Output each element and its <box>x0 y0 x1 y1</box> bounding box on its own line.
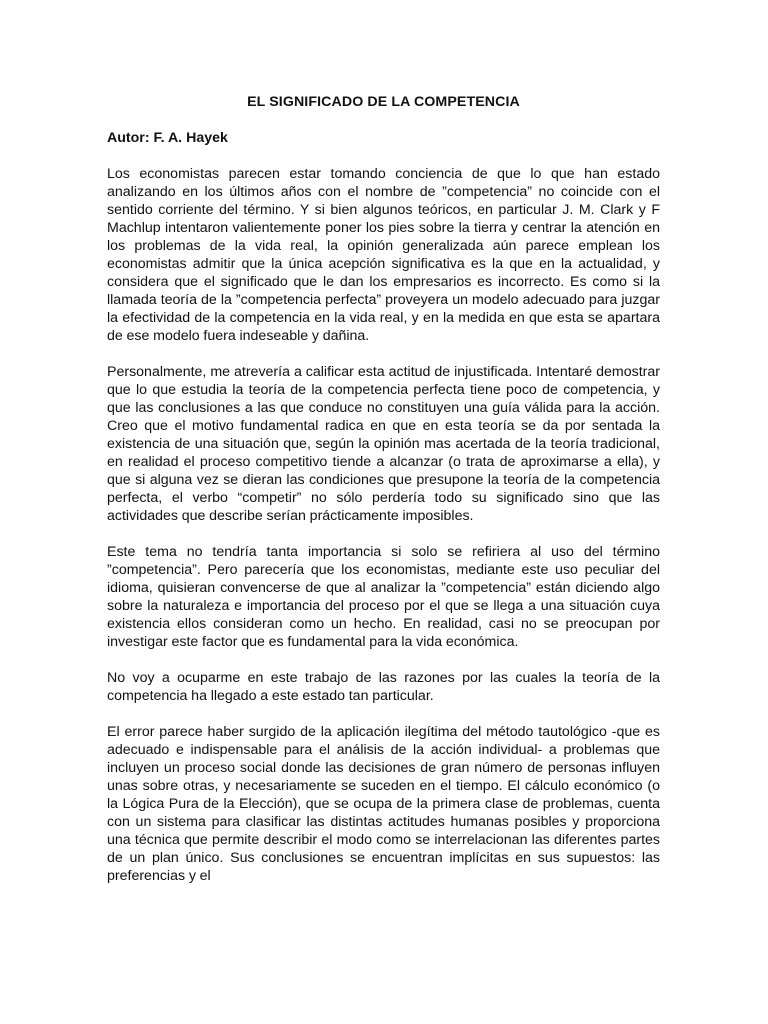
paragraph-4: No voy a ocuparme en este trabajo de las razones por las cuales la teoría de la competencia ha llegado a este estado tan particular. <box>107 670 660 704</box>
document-author: Autor: F. A. Hayek <box>107 130 228 146</box>
document-page <box>107 93 660 903</box>
paragraph-3: Este tema no tendría tanta importancia si solo se refiriera al uso del término ”competencia”. Pero parecería que los economistas, mediante este uso peculiar del idioma, quisieran convencerse de que al analizar la ”competencia” están diciendo algo sobre la naturaleza e importancia del proceso por el que se llega a una situación cuya existencia ellos consideran como un hecho. En realidad, casi no se preocupan por investigar este factor que es fundamental para la vida económica. <box>107 544 660 650</box>
paragraph-1: Los economistas parecen estar tomando conciencia de que lo que han estado analizando en los últimos años con el nombre de ”competencia” no coincide con el sentido corriente del término. Y si bien algunos teóricos, en particular J. M. Clark y F Machlup intentaron valientemente poner los pies sobre la tierra y centrar la atención en los problemas de la vida real, la opinión generalizada aún parece emplean los economistas admitir que la única acepción significativa es la que en la actualidad, y considera que el significado que le dan los empresarios es incorrecto. Es como si la llamada teoría de la ”competencia perfecta” proveyera un modelo adecuado para juzgar la efectividad de la competencia en la vida real, y en la medida en que esta se apartara de ese modelo fuera indeseable y dañina. <box>107 166 660 344</box>
document-title: EL SIGNIFICADO DE LA COMPETENCIA <box>247 94 520 110</box>
paragraph-5: El error parece haber surgido de la aplicación ilegítima del método tautológico -que es adecuado e indispensable para el análisis de la acción individual- a problemas que incluyen un proceso social donde las decisiones de gran número de personas influyen unas sobre otras, y necesariamente se suceden en el tiempo. El cálculo económico (o la Lógica Pura de la Elección), que se ocupa de la primera clase de problemas, cuenta con un sistema para clasificar las distintas actitudes humanas posibles y proporciona una técnica que permite describir el modo como se interrelacionan las diferentes partes de un plan único. Sus conclusiones se encuentran implícitas en sus supuestos: las preferencias y el <box>107 724 660 884</box>
paragraph-2: Personalmente, me atrevería a calificar esta actitud de injustificada. Intentaré demostrar que lo que estudia la teoría de la competencia perfecta tiene poco de competencia, y que las conclusiones a las que conduce no constituyen una guía válida para la acción. Creo que el motivo fundamental radica en que en esta teoría se da por sentada la existencia de una situación que, según la opinión mas acertada de la teoría tradicional, en realidad el proceso competitivo tiende a alcanzar (o trata de aproximarse a ella), y que si alguna vez se dieran las condiciones que presupone la teoría de la competencia perfecta, el verbo “competir” no sólo perdería todo su significado sino que las actividades que describe serían prácticamente imposibles. <box>107 364 660 524</box>
